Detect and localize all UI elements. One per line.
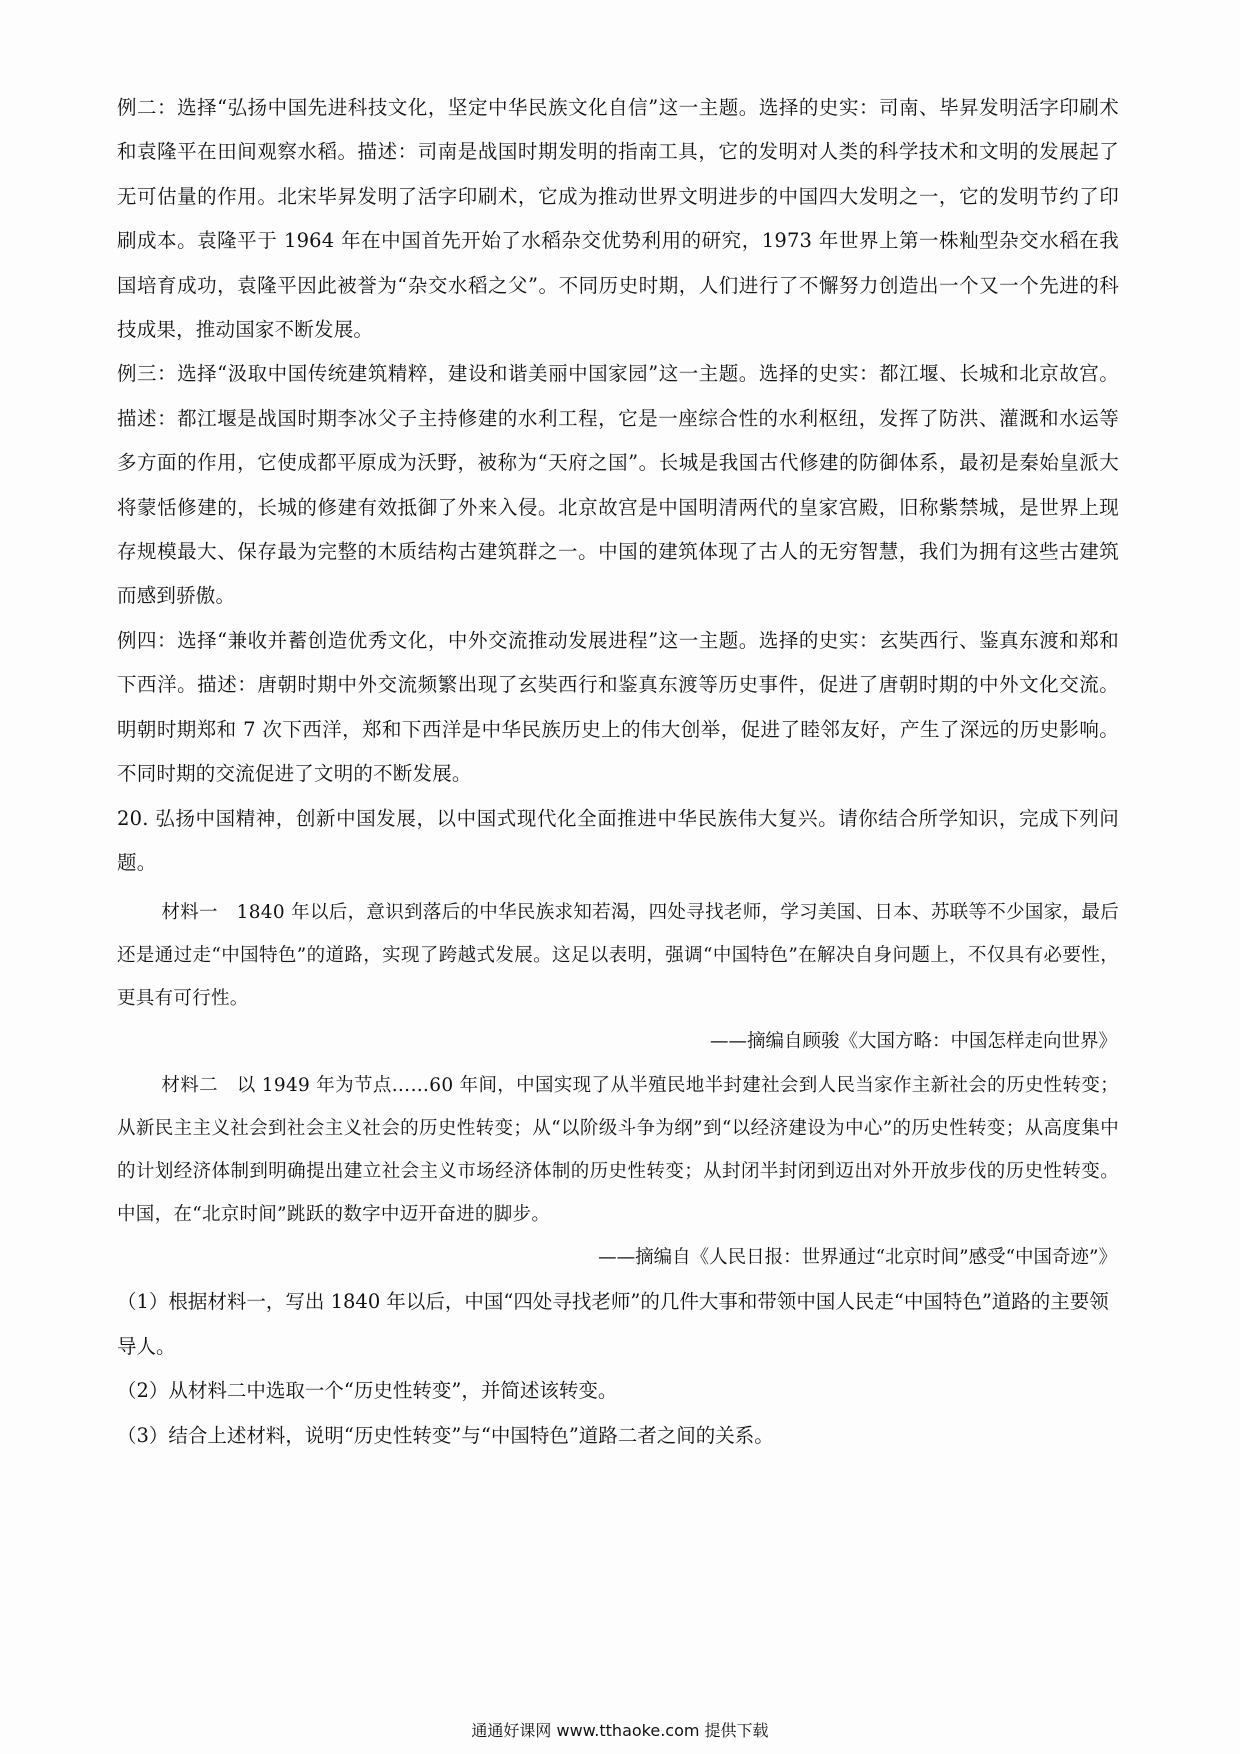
example-3-paragraph: 例三：选择“汲取中国传统建筑精粹，建设和谐美丽中国家园”这一主题。选择的史实：都江堰、长城和北京故宫。描述：都江堰是战国时期李冰父子主持修建的水利工程，它是一座综合性的水利枢纽，发挥了防洪、灌溉和水运等多方面的作用，它使成都平原成为沃野，被称为“天府之国”。长城是我国古代修建的防御体系，最初是秦始皇派大将蒙恬修建的，长城的修建有效抵御了外来入侵。北京故宫是中国明清两代的皇家宫殿，旧称紫禁城，是世界上现存规模最大、保存最为完整的木质结构古建筑群之一。中国的建筑体现了古人的无穷智慧，我们为拥有这些古建筑而感到骄傲。 (117, 362, 1119, 608)
example-2-paragraph: 例二：选择“弘扬中国先进科技文化，坚定中华民族文化自信”这一主题。选择的史实：司南、毕昇发明活字印刷术和袁隆平在田间观察水稻。描述：司南是战国时期发明的指南工具，它的发明对人类的科学技术和文明的发展起了无可估量的作用。北宋毕昇发明了活字印刷术，它成为推动世界文明进步的中国四大发明之一，它的发明节约了印刷成本。袁隆平于 1964 年在中国首先开始了水稻杂交优势利用的研究，1973 年世界上第一株籼型杂交水稻在我国培育成功，袁隆平因此被誉为“杂交水稻之父”。不同历史时期，人们进行了不懈努力创造出一个又一个先进的科技成果，推动国家不断发展。 (117, 96, 1119, 342)
page-content (117, 86, 1119, 1458)
material-1-source: ——摘编自顾骏《大国方略：中国怎样走向世界》 (709, 1031, 1117, 1053)
material-1: 材料一 1840 年以后，意识到落后的中华民族求知若渴，四处寻找老师，学习美国、日本、苏联等不少国家，最后还是通过走“中国特色”的道路，实现了跨越式发展。这足以表明，强调“中国特色”在解决自身问题上，不仅具有必要性，更具有可行性。 (117, 902, 1119, 1010)
download-footer: 通通好课网 www.tthaoke.com 提供下载 (471, 1721, 769, 1740)
sub-question-2: （2）从材料二中选取一个“历史性转变”，并简述该转变。 (117, 1379, 618, 1403)
material-2-source: ——摘编自《人民日报：世界通过“北京时间”感受“中国奇迹”》 (598, 1247, 1117, 1269)
sub-question-3: （3）结合上述材料，说明“历史性转变”与“中国特色”道路二者之间的关系。 (117, 1423, 774, 1447)
sub-question-1: （1）根据材料一，写出 1840 年以后，中国“四处寻找老师”的几件大事和带领中国人民走“中国特色”道路的主要领导人。 (117, 1290, 1109, 1358)
example-4-paragraph: 例四：选择“兼收并蓄创造优秀文化，中外交流推动发展进程”这一主题。选择的史实：玄奘西行、鉴真东渡和郑和下西洋。描述：唐朝时期中外交流频繁出现了玄奘西行和鉴真东渡等历史事件，促进了唐朝时期的中外文化交流。明朝时期郑和 7 次下西洋，郑和下西洋是中华民族历史上的伟大创举，促进了睦邻友好，产生了深远的历史影响。不同时期的交流促进了文明的不断发展。 (117, 628, 1119, 786)
material-2: 材料二 以 1949 年为节点……60 年间，中国实现了从半殖民地半封建社会到人民当家作主新社会的历史性转变；从新民主主义社会到社会主义社会的历史性转变；从“以阶级斗争为纲”到“以经济建设为中心”的历史性转变；从高度集中的计划经济体制到明确提出建立社会主义市场经济体制的历史性转变；从封闭半封闭到迈出对外开放步伐的历史性转变。中国，在“北京时间”跳跃的数字中迈开奋进的脚步。 (117, 1075, 1119, 1226)
question-20-stem: 20. 弘扬中国精神，创新中国发展，以中国式现代化全面推进中华民族伟大复兴。请你结合所学知识，完成下列问题。 (117, 806, 1119, 874)
